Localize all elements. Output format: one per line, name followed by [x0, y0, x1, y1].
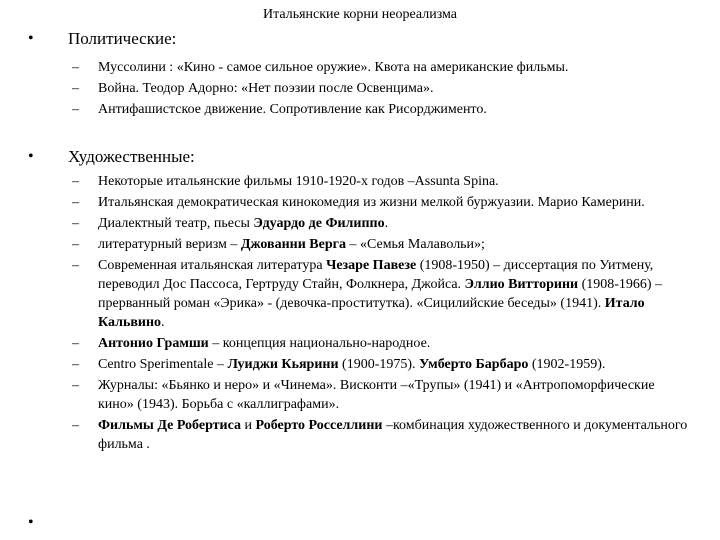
- list-item: [72, 376, 688, 414]
- section-heading-row: [28, 28, 688, 50]
- text-run: (1908-1950) – диссертация по Уитмену, переводил Дос Пассоса, Гертруду Стайн, Фолкнера, Джойса.: [98, 258, 654, 292]
- text-run: Антифашистское движение. Сопротивление как Рисорджименто.: [98, 102, 487, 117]
- text-run: литературный веризм –: [98, 237, 241, 252]
- list-item-text: [98, 79, 688, 98]
- list-item-text: [98, 256, 688, 332]
- bold-name: Роберто Росселлини: [255, 418, 383, 433]
- sub-list: [28, 172, 688, 454]
- text-run: Журналы: «Бьянко и неро» и «Чинема». Висконти –«Трупы» (1941) и «Антропоморфические кино» (1943). Борьба с «каллиграфами».: [98, 378, 655, 412]
- list-item: [72, 193, 688, 212]
- list-item-text: [98, 355, 688, 374]
- dash-icon: –: [72, 237, 79, 252]
- bold-name: Эдуардо де Филиппо: [253, 216, 385, 231]
- text-run: .: [384, 216, 389, 231]
- bullet-icon: •: [28, 30, 34, 47]
- text-run: .: [161, 315, 165, 330]
- dash-icon: –: [72, 102, 79, 117]
- list-item-text: [98, 100, 688, 119]
- list-item-text: [98, 416, 688, 454]
- bullet-icon: •: [28, 148, 34, 165]
- bullet-icon: •: [28, 514, 34, 531]
- list-item: [72, 334, 688, 353]
- list-item: [72, 416, 688, 454]
- dash-icon: –: [72, 378, 79, 393]
- list-item: [72, 79, 688, 98]
- section-heading: Художественные:: [68, 147, 195, 166]
- bold-name: Эллио Витторини: [464, 277, 579, 292]
- dash-icon: –: [72, 418, 79, 433]
- list-item: [72, 100, 688, 119]
- bold-name: Луиджи Кьярини: [227, 357, 339, 372]
- list-item: [72, 235, 688, 254]
- bold-name: Фильмы Де Робертиса: [98, 418, 241, 433]
- section-heading: Политические:: [68, 29, 177, 48]
- list-item: [72, 58, 688, 77]
- text-run: Итальянская демократическая кинокомедия из жизни мелкой буржуазии. Марио Камерини.: [98, 195, 645, 210]
- dash-icon: –: [72, 336, 79, 351]
- text-run: – концепция национально-народное.: [208, 336, 431, 351]
- dash-icon: –: [72, 174, 79, 189]
- section-artistic: [28, 146, 688, 456]
- list-item: [72, 214, 688, 233]
- text-run: (1908-1966) – прерванный роман «Эрика» - (девочка-проститутка). «Сицилийские беседы» (1941).: [98, 277, 663, 311]
- list-item-text: [98, 193, 688, 212]
- text-run: Диалектный театр, пьесы: [98, 216, 254, 231]
- text-run: (1900-1975).: [338, 357, 420, 372]
- text-run: Муссолини : «Кино - самое сильное оружие». Квота на американские фильмы.: [98, 60, 569, 75]
- bold-name: Умберто Барбаро: [419, 357, 529, 372]
- dash-icon: –: [72, 195, 79, 210]
- text-run: Centro Sperimentale –: [98, 357, 228, 372]
- list-item: [72, 172, 688, 191]
- text-run: (1902-1959).: [528, 357, 606, 372]
- list-item-text: [98, 235, 688, 254]
- list-item: [72, 355, 688, 374]
- slide-title: Итальянские корни неореализма: [262, 7, 458, 22]
- bold-name: Чезаре Павезе: [326, 258, 417, 273]
- section-political: [28, 28, 688, 121]
- section-heading-row: [28, 146, 688, 168]
- bold-name: Антонио Грамши: [98, 336, 209, 351]
- text-run: Война. Теодор Адорно: «Нет поэзии после Освенцима».: [98, 81, 434, 96]
- list-item-text: [98, 58, 688, 77]
- text-run: –комбинация художественного и документального фильма .: [98, 418, 688, 452]
- bold-name: Джованни Верга: [240, 237, 346, 252]
- list-item-text: [98, 172, 688, 191]
- text-run: Некоторые итальянские фильмы 1910-1920-х годов –Assunta Spina.: [98, 174, 499, 189]
- text-run: – «Семья Малавольи»;: [345, 237, 485, 252]
- dash-icon: –: [72, 216, 79, 231]
- dash-icon: –: [72, 258, 79, 273]
- list-item-text: [98, 214, 688, 233]
- dash-icon: –: [72, 60, 79, 75]
- list-item-text: [98, 376, 688, 414]
- list-item: [72, 256, 688, 332]
- bold-name: Итало Кальвино: [98, 296, 645, 330]
- text-run: и: [241, 418, 256, 433]
- dash-icon: –: [72, 81, 79, 96]
- list-item-text: [98, 334, 688, 353]
- text-run: Современная итальянская литература: [98, 258, 327, 273]
- dash-icon: –: [72, 357, 79, 372]
- sub-list: [28, 58, 688, 119]
